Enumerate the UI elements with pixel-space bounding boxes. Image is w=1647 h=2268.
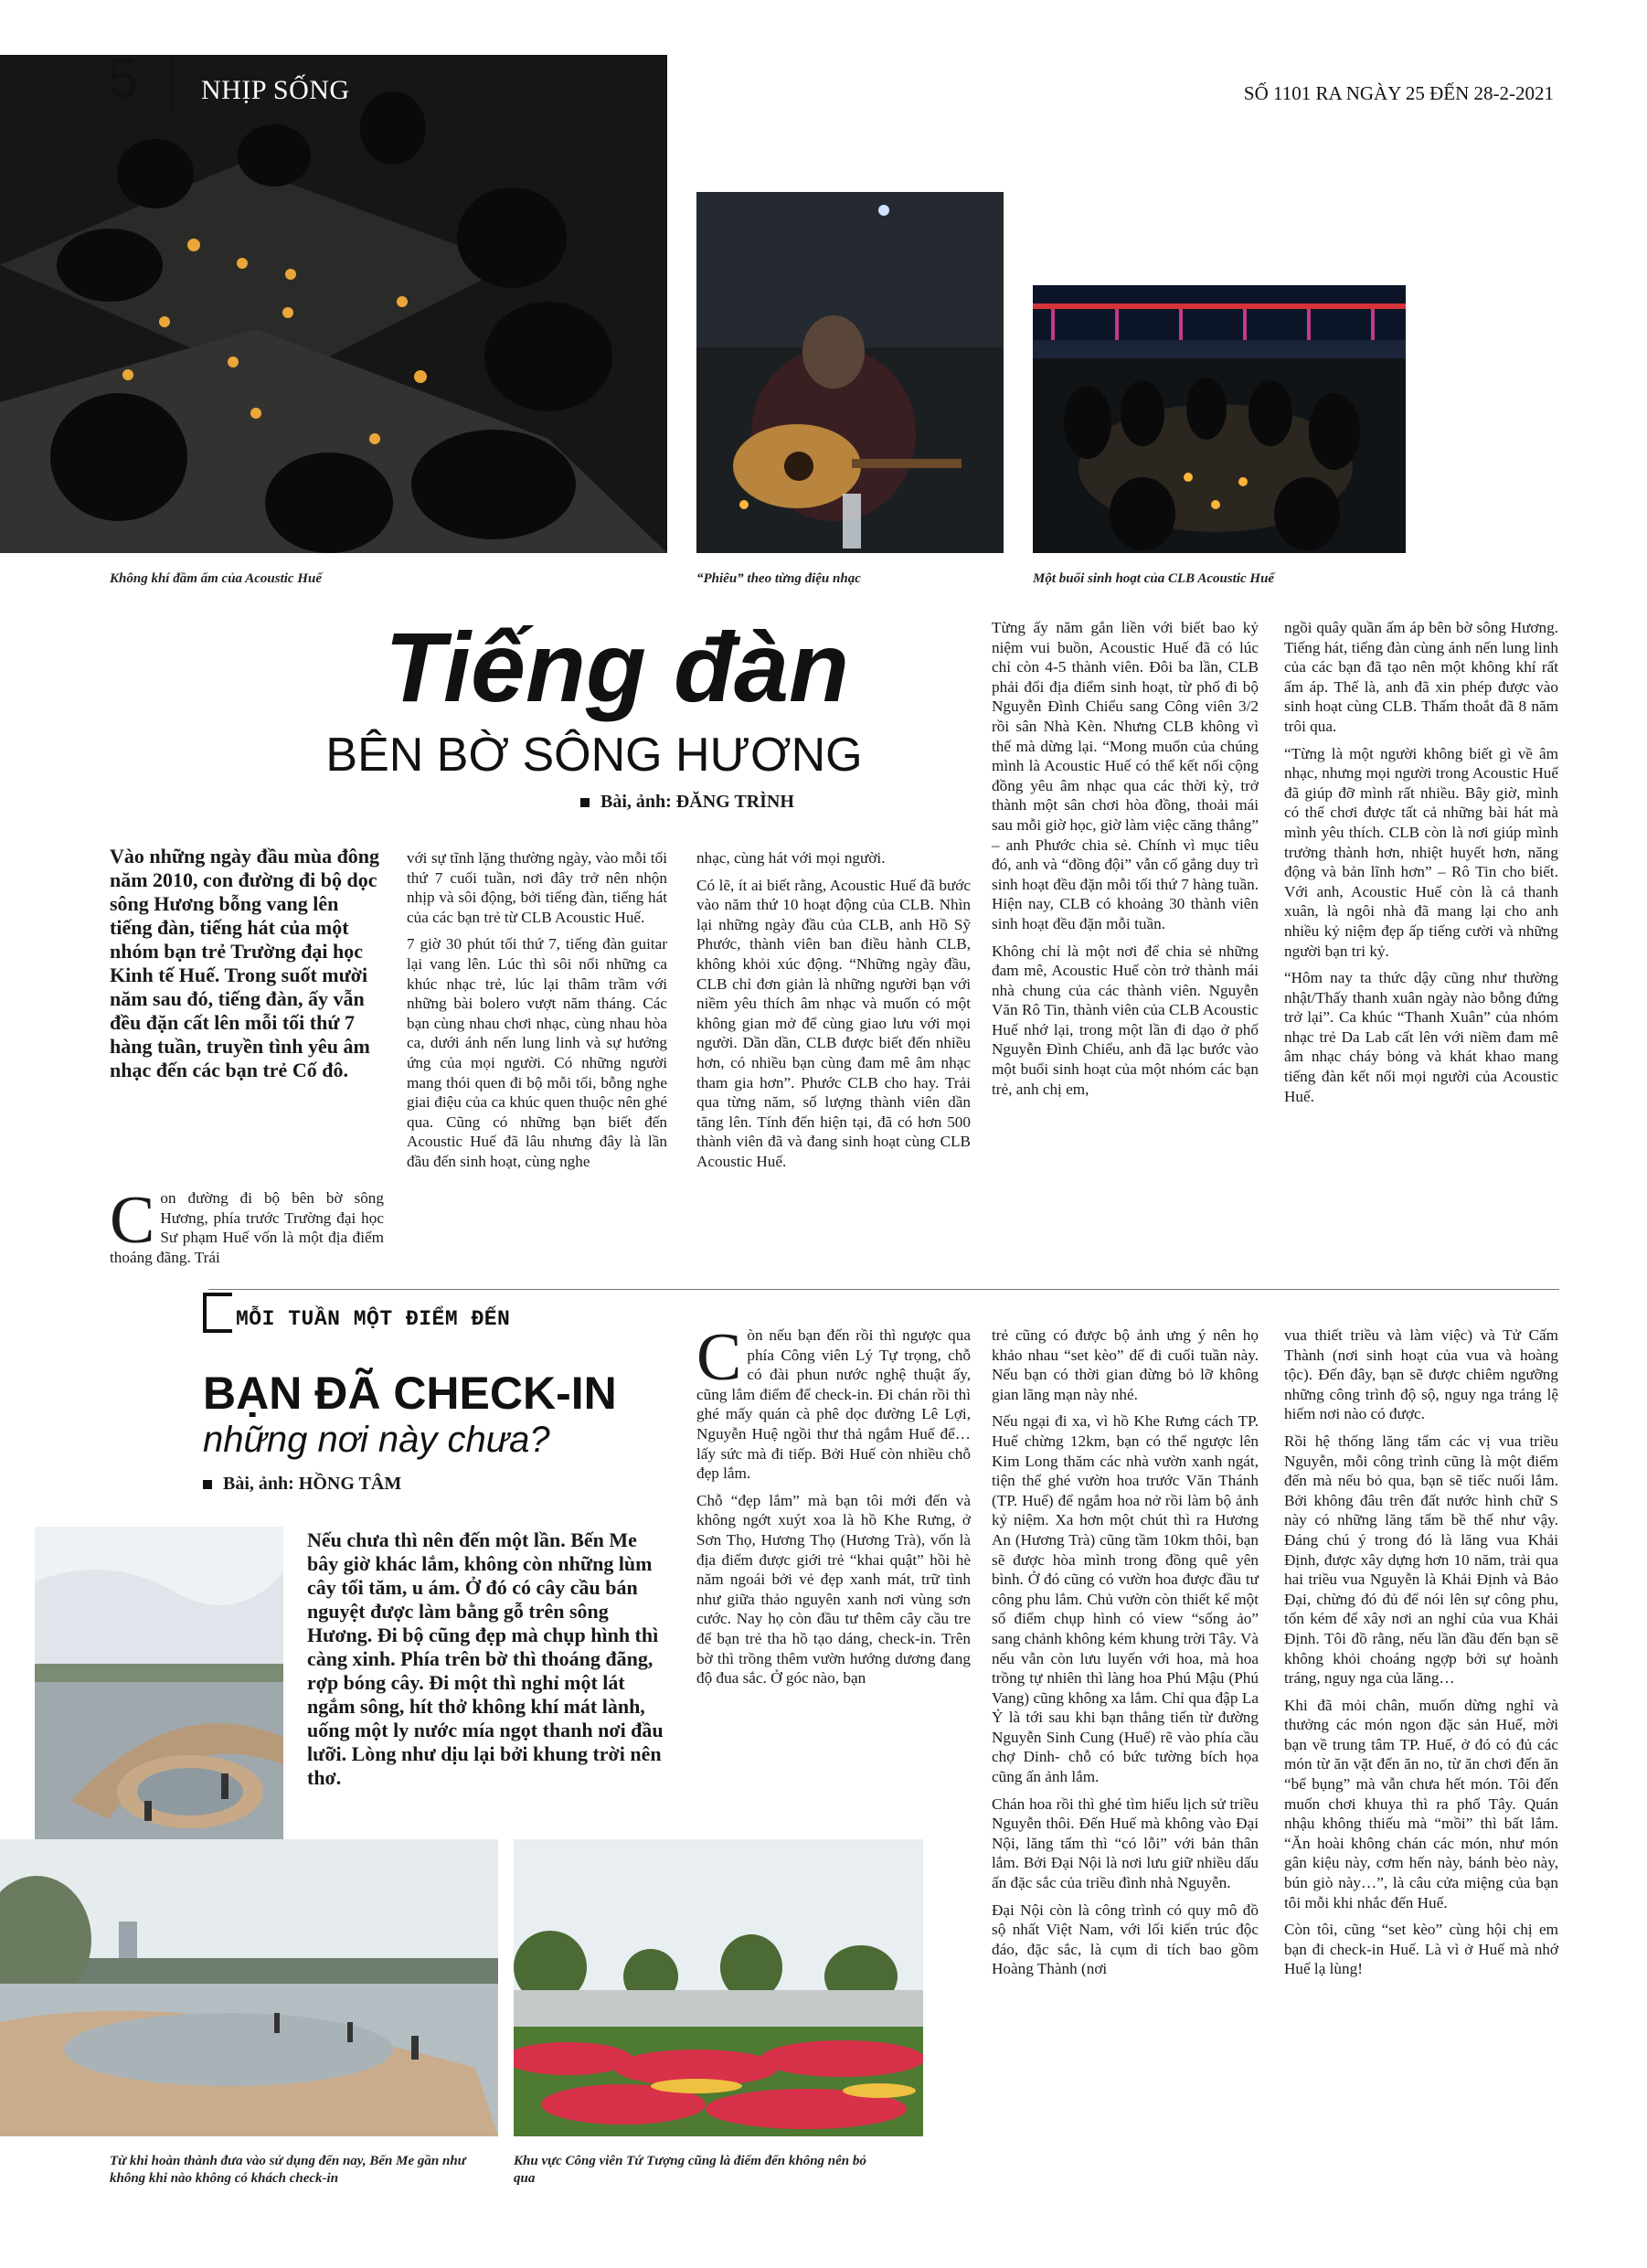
photo-candle-circle <box>0 55 667 553</box>
byline-marker-icon <box>203 1480 212 1489</box>
story1-title: Tiếng đàn <box>384 612 850 722</box>
caption-photo-4: Từ khi hoàn thành đưa vào sử dụng đến nay, Bến Me gần như không khi nào không có khách check-in <box>110 2154 466 2186</box>
photo-guitar-player <box>696 192 1004 553</box>
story2-kicker: MỖI TUẦN MỘT ĐIỂM ĐẾN <box>236 1307 511 1331</box>
photo-ben-me-bridge <box>35 1527 283 1860</box>
caption-photo-3: Một buổi sinh hoạt của CLB Acoustic Huế <box>1033 571 1275 586</box>
story1-col4: Từng ấy năm gắn liền với biết bao kỷ niệm vui buồn, Acoustic Huế đã có lúc chỉ còn 4-5 thành viên. Đôi ba lần, CLB phải đổi địa điểm sinh hoạt, từ phố đi bộ Nguyễn Đình Chiểu sang Công viên 3/2 rồi sân Nhà Kèn. Nhưng CLB không vì thế mà dừng lại. “Mong muốn của chúng mình là Acoustic Huế có thể kết nối cộng đồng yêu âm nhạc qua các thời kỳ, trở thành một sân chơi hòa đồng, thoải mái sau mỗi giờ học, giờ làm việc căng thẳng” – anh Phước chia sẻ. Chính vì mục tiêu đó, anh và “đồng đội” vẫn cố gắng duy trì sinh hoạt đều đặn mỗi tối thứ 7 hàng tuần. Hiện nay, CLB có khoảng 30 thành viên sinh hoạt đều đặn mỗi tuần. Không chỉ là một nơi để chia sẻ những đam mê, Acoustic Huế còn trở thành mái nhà chung của các thành viên. Nguyễn Văn Rô Tin, thành viên của CLB Acoustic Huế nhớ lại, trong một lần đi dạo ở phố Nguyễn Đình Chiểu, anh đã lạc bước vào một buổi sinh hoạt của một nhóm các bạn trẻ, anh chị em, <box>992 619 1259 1098</box>
issue-info: SỐ 1101 RA NGÀY 25 ĐẾN 28-2-2021 <box>1243 82 1554 104</box>
byline-marker-icon <box>580 798 590 807</box>
story2-col2: trẻ cũng có được bộ ảnh ưng ý nên họ khảo nhau “set kèo” để đi cuối tuần này. Nếu bạn có thời gian đừng bỏ lỡ không gian lãng mạn này nhé. Nếu ngại đi xa, vì hồ Khe Rưng cách TP. Huế chừng 12km, bạn có thể ngược lên Kim Long thăm các nhà vườn xanh ngát, tiện thể ghé vườn hoa trước Văn Thánh (TP. Huế) để ngắm hoa nở rồi làm bộ ảnh kỷ niệm. Xa hơn một chút thì ra Hương An (Hương Trà) cũng tầm 10km thôi, bạn sẽ được hòa mình trong đồng quê yên bình. Ở đó cũng có vườn hoa được đầu tư công phu lắm. Chủ vườn còn thiết kế một số điểm chụp hình có view “sống ảo” sang chảnh không kém khung trời Tây. Và nếu vẫn còn lưu luyến với hoa, mà hoa trồng tự nhiên thì làng hoa Phú Mậu (Phú Vang) cũng không xa lắm. Chỉ qua đập La Ỷ là tới sau khi bạn thẳng tiến từ đường Nguyễn Sinh Cung (Huế) rẽ vào phía cầu chợ Dinh- chỗ có bức tường bích họa cũng ấn ảnh lắm. Chán hoa rồi thì ghé tìm hiểu lịch sử triều Nguyễn thôi. Đến Huế mà không vào Đại Nội, lăng tẩm thì “có lỗi” với bản thân lắm. Bởi Đại Nội là nơi lưu giữ nhiều dấu ấn đặc sắc của triều đình nhà Nguyễn. Đại Nội còn là công trình có quy mô đồ sộ nhất Việt Nam, với lối kiến trúc độc đáo, đặc sắc, là cụm di tích bao gồm Hoàng Thành (nơi <box>992 1326 1259 1978</box>
story-divider <box>208 1289 1559 1290</box>
photo-ben-me-wide <box>0 1839 498 2136</box>
photo-tu-tuong-park <box>514 1839 923 2136</box>
story1-col1-body: Con đường đi bộ bên bờ sông Hương, phía trước Trường đại học Sư phạm Huế vốn là một địa điểm thoáng đãng. Trái <box>110 1183 384 1266</box>
kicker-box-icon <box>203 1293 232 1333</box>
story2-subtitle: những nơi này chưa? <box>203 1420 550 1460</box>
section-name: NHỊP SỐNG <box>201 75 350 105</box>
caption-photo-5: Khu vực Công viên Tứ Tượng cũng là điểm đến không nên bỏ qua <box>514 2154 866 2186</box>
photo-club-meeting <box>1033 285 1406 553</box>
story1-col2: với sự tĩnh lặng thường ngày, vào mỗi tối thứ 7 cuối tuần, nơi đây trở nên nhộn nhịp và sôi động, bởi tiếng đàn, tiếng hát của các bạn trẻ từ CLB Acoustic Huế. 7 giờ 30 phút tối thứ 7, tiếng đàn guitar lại vang lên. Lúc thì sôi nổi những ca khúc nhạc trẻ, lúc lại thâm trầm với những bài bolero vượt năm tháng. Các bạn cùng nhau chơi nhạc, cùng nhau hòa ca, dưới ánh nến lung linh và sự hưởng ứng của mọi người. Có những người mang thói quen đi bộ mỗi tối, bỗng nghe giai điệu của ca khúc quen thuộc nên ghé qua. Cũng có những bạn biết đến Acoustic Huế đã lâu nhưng đây là lần đầu đến sinh hoạt, cùng nghe <box>407 849 667 1170</box>
story2-col3: vua thiết triều và làm việc) và Tử Cấm Thành (nơi sinh hoạt của vua và hoàng tộc). Đến đây, bạn sẽ được chiêm ngưỡng những công trình độ sộ, nguy nga tráng lệ hiếm nơi nào có được. Rồi hệ thống lăng tẩm các vị vua triều Nguyễn, mỗi công trình cũng là một điểm đến mà nếu bỏ qua, bạn sẽ tiếc nuối lắm. Bởi không đâu trên đất nước hình chữ S này có những lăng tẩm bề thế như vậy. Đáng chú ý trong đó là lăng vua Khải Định, được xây dựng hơn 10 năm, trải qua hai triều vua Nguyễn là Khải Định và Bảo Đại, chừng đó đủ để nói lên sự công phu, tốn kém để xây nơi an nghỉ của vua Khải Định. Tôi đồ rằng, nếu lần đầu đến bạn sẽ không khỏi choáng ngợp bởi sự hoành tráng, nguy nga của lăng… Khi đã mỏi chân, muốn dừng nghỉ và thưởng các món ngon đặc sản Huế, mời bạn về trung tâm TP. Huế, ở đó có đủ các món từ ăn vặt đến ăn no, từ ăn chơi đến ăn “bể bụng” mà vẫn chưa hết món. Tôi đến muốn chơi khuya thì ra phố Tây. Quán nhậu không thiếu mà “mồi” thì bất lắm. “Ăn hoài không chán các món, như món gân kiệu này, cơm hến này, bánh bèo này, bún giò này…”, là câu cửa miệng của bạn tôi mỗi khi nhắc đến Huế. Còn tôi, cũng “set kèo” cùng hội chị em bạn đi check-in Huế. Là vì ở Huế mà nhớ Huế lạ lùng! <box>1284 1326 1558 1978</box>
header-divider <box>172 57 174 110</box>
story1-dropcap: C <box>110 1183 155 1258</box>
story1-col3: nhạc, cùng hát với mọi người. Có lẽ, ít ai biết rằng, Acoustic Huế đã bước vào năm thứ 10 hoạt động của CLB. Nhìn lại những ngày đầu của CLB, anh Hồ Sỹ Phước, thành viên ban điều hành CLB, không khỏi xúc động. “Những ngày đầu, CLB chỉ đơn giản là những người bạn với niềm yêu thích âm nhạc và muốn có một không gian mở để cùng giao lưu với mọi người. Dần dần, CLB được biết đến nhiều hơn, có nhiều bạn cùng đam mê âm nhạc tham gia hơn”. Phước CLB cho hay. Trải qua từng năm, số lượng thành viên dần tăng lên. Tính đến hiện tại, đã có hơn 500 thành viên đã và đang sinh hoạt cùng CLB Acoustic Huế. <box>696 849 971 1170</box>
story2-dropcap: C <box>696 1320 742 1395</box>
story1-byline: Bài, ảnh: ĐĂNG TRÌNH <box>580 792 794 813</box>
caption-photo-1: Không khí đầm ấm của Acoustic Huế <box>110 571 322 586</box>
story2-title: BẠN ĐÃ CHECK-IN <box>203 1368 617 1419</box>
story1-subtitle: BÊN BỜ SÔNG HƯƠNG <box>325 729 863 782</box>
story2-lead: Nếu chưa thì nên đến một lần. Bến Me bây giờ khác lắm, không còn những lùm cây tối tăm, u ám. Ở đó có cây cầu bán nguyệt được làm bằng gỗ trên sông Hương. Đi bộ cũng đẹp mà chụp hình thì càng xinh. Phía trên bờ thì thoáng đãng, rợp bóng cây. Đi một thì nghỉ một lát ngắm sông, hít thở không khí mát lành, uống một ly nước mía ngọt thanh nơi đầu lưỡi. Lòng như dịu lại bởi khung trời nên thơ. <box>307 1528 664 1789</box>
caption-photo-2: “Phiêu” theo từng điệu nhạc <box>696 571 861 586</box>
story1-col5: ngồi quây quần ấm áp bên bờ sông Hương. Tiếng hát, tiếng đàn cùng ánh nến lung linh của các bạn đã tạo nên một không khí rất ấm áp. Thế là, anh đã xin phép được vào sinh hoạt cùng CLB. Thấm thoắt đã 8 năm trôi qua. “Từng là một người không biết gì về âm nhạc, nhưng mọi người trong Acoustic Huế đã giúp đỡ mình rất nhiều. Bây giờ, mình có thể chơi được tất cả những bài hát mà mình yêu thích. CLB còn là nơi giúp mình trưởng thành hơn, nhiệt huyết hơn, năng động và bản lĩnh hơn” – Rô Tin cho biết. Với anh, Acoustic Huế còn là cả thanh xuân, là ngôi nhà đã mang lại cho anh nhiều kỷ niệm đẹp ấp tiếng cười và những người bạn tri kỷ. “Hôm nay ta thức dậy cũng như thường nhật/Thấy thanh xuân ngày nào bỗng đứng trở lại”. Ca khúc “Thanh Xuân” của nhóm nhạc trẻ Da Lab cất lên với niềm đam mê âm nhạc cháy bỏng và khát khao mang tiếng đàn kết nối mọi người của Acoustic Huế. <box>1284 619 1558 1105</box>
story2-col1: Còn nếu bạn đến rồi thì ngược qua phía Công viên Lý Tự trọng, chỗ có đài phun nước nghệ thuật ấy, cũng lắm điểm để check-in. Đi chán rồi thì ghé mấy quán cà phê dọc đường Lê Lợi, Nguyễn Huệ ngồi thư thả ngắm Huế để… lấy sức mà đi tiếp. Bởi Huế còn nhiều chỗ đẹp lắm. Chỗ “đẹp lắm” mà bạn tôi mới đến và không ngớt xuýt xoa là hồ Khe Rưng, ở Sơn Thọ, Hương Thọ (Hương Trà), vốn là địa điểm được giới trẻ “khai quật” hồi hè năm ngoái bởi vẻ đẹp xanh mát, trữ tình như giữa thảo nguyên xanh nơi vùng sơn cước. Nay họ còn đầu tư thêm cây cầu tre để bạn trẻ tha hồ tạo dáng, check-in. Trên bờ thì trồng thêm vườn hướng dương đang độ đua sắc. Ở góc nào, bạn <box>696 1320 971 1688</box>
story1-lead: Vào những ngày đầu mùa đông năm 2010, con đường đi bộ dọc sông Hương bỗng vang lên tiếng đàn, tiếng hát của một nhóm bạn trẻ Trường đại học Kinh tế Huế. Trong suốt mười năm sau đó, tiếng đàn, ấy vẫn đều đặn cất lên mỗi tối thứ 7 hàng tuần, truyền tình yêu âm nhạc đến các bạn trẻ Cố đô. <box>110 845 380 1081</box>
story2-byline: Bài, ảnh: HỒNG TÂM <box>203 1474 401 1495</box>
page-number: 5 <box>108 48 139 109</box>
